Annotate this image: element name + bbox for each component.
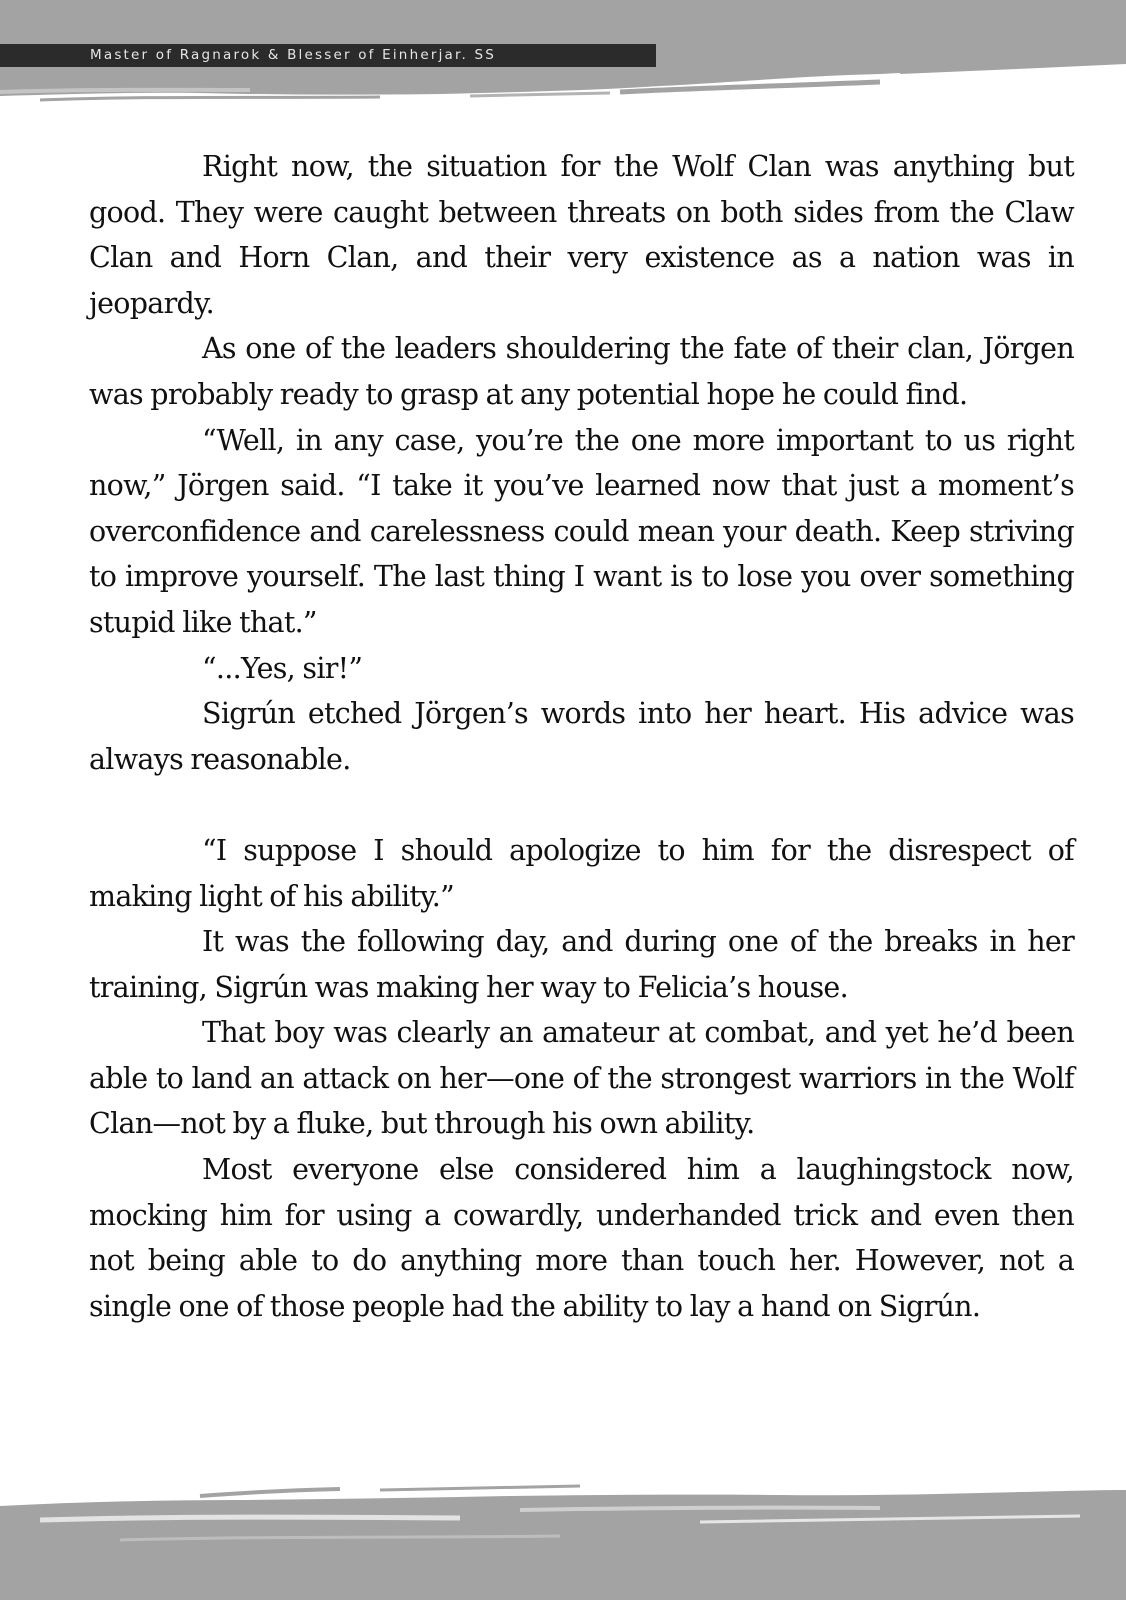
paragraph: Right now, the situation for the Wolf Clan was anything but good. They were caught between threats on both sides from the Claw Clan and Horn Clan, and their very existence as a nation was in jeopardy.: [89, 150, 1074, 320]
paragraph: Most everyone else considered him a laughingstock now, mocking him for using a cowardly, underhanded trick and even then not being able to do anything more than touch her. However, not a single one of those people had the ability to lay a hand on Sigrún.: [89, 1153, 1074, 1323]
series-title: Master of Ragnarok & Blesser of Einherjar. SS: [90, 47, 497, 63]
series-title-bar: [0, 44, 656, 67]
paragraph: “Well, in any case, you’re the one more important to us right now,” Jörgen said. “I take it you’ve learned now that just a moment’s overconfidence and carelessness could mean your death. Keep striving to improve yourself. The last thing I want is to lose you over something stupid like that.”: [89, 423, 1074, 639]
paragraph: Sigrún etched Jörgen’s words into her heart. His advice was always reasonable.: [89, 697, 1074, 776]
bottom-brush-stroke-band: [0, 1450, 1126, 1600]
page-body: [89, 144, 1074, 1329]
paragraph: That boy was clearly an amateur at combat, and yet he’d been able to land an attack on her—one of the strongest warriors in the Wolf Clan—not by a fluke, but through his own ability.: [89, 1016, 1074, 1141]
paragraph: It was the following day, and during one of the breaks in her training, Sigrún was making her way to Felicia’s house.: [89, 925, 1074, 1004]
paragraph: “I suppose I should apologize to him for the disrespect of making light of his ability.”: [89, 833, 1074, 913]
paragraph: As one of the leaders shouldering the fate of their clan, Jörgen was probably ready to grasp at any potential hope he could find.: [89, 332, 1074, 411]
paragraph: “...Yes, sir!”: [202, 651, 363, 685]
scene-break: [89, 782, 1074, 828]
